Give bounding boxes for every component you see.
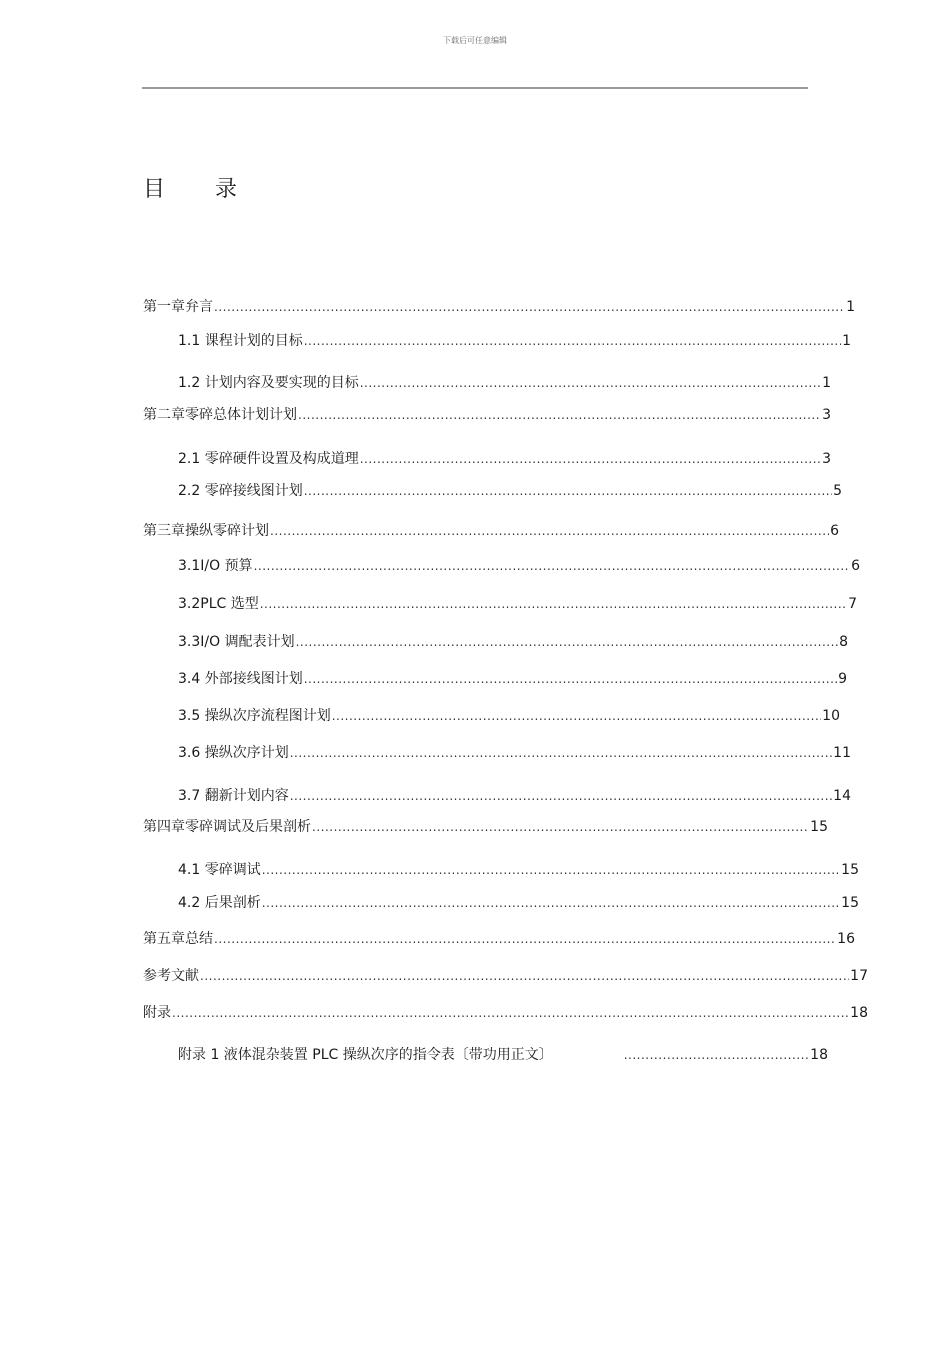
page-header: 下载后可任意编辑	[443, 36, 507, 45]
toc-entry-label: 参考文献	[143, 968, 199, 984]
toc-entry-page: 3	[822, 451, 831, 467]
toc-entry-page: 10	[822, 708, 840, 724]
toc-entry-page: 6	[830, 523, 839, 539]
toc-entry-chapter-2[interactable]	[143, 404, 831, 424]
toc-leader	[304, 484, 832, 498]
toc-leader	[260, 597, 847, 611]
toc-entry-label: 4.2 后果剖析	[178, 895, 261, 911]
toc-entry-1-1[interactable]	[178, 330, 851, 350]
toc-leader	[360, 452, 821, 466]
toc-entry-label: 第四章零碎调试及后果剖析	[143, 819, 311, 835]
toc-entry-chapter-3[interactable]	[143, 520, 839, 540]
toc-entry-3-7[interactable]	[178, 785, 851, 805]
toc-entry-3-3[interactable]	[178, 631, 848, 651]
toc-entry-page: 18	[850, 1005, 868, 1021]
toc-entry-label: 2.2 零碎接线图计划	[178, 483, 303, 499]
toc-leader	[332, 709, 821, 723]
toc-entry-label: 4.1 零碎调试	[178, 862, 261, 878]
toc-entry-appendix-1[interactable]	[178, 1044, 828, 1064]
toc-entry-page: 15	[841, 862, 859, 878]
toc-entry-label: 3.3I/O 调配表计划	[178, 634, 295, 650]
toc-entry-page: 18	[810, 1047, 828, 1063]
toc-leader	[254, 559, 850, 573]
toc-entry-page: 9	[838, 671, 847, 687]
toc-leader	[214, 932, 836, 946]
toc-entry-page: 7	[848, 596, 857, 612]
toc-entry-page: 1	[842, 333, 851, 349]
toc-entry-3-4[interactable]	[178, 668, 847, 688]
toc-entry-label: 第三章操纵零碎计划	[143, 523, 269, 539]
toc-leader	[304, 334, 841, 348]
toc-leader	[200, 969, 849, 983]
toc-title	[143, 172, 237, 203]
toc-entry-label: 附录	[143, 1005, 171, 1021]
toc-entry-page: 15	[841, 895, 859, 911]
toc-entry-page: 8	[839, 634, 848, 650]
toc-entry-chapter-4[interactable]	[143, 816, 828, 836]
toc-entry-label: 3.2PLC 选型	[178, 596, 259, 612]
toc-leader	[304, 672, 837, 686]
toc-entry-page: 5	[833, 483, 842, 499]
toc-entry-page: 6	[851, 558, 860, 574]
toc-leader	[298, 408, 821, 422]
toc-title-right: 录	[215, 177, 238, 202]
toc-leader	[262, 863, 840, 877]
toc-leader	[172, 1006, 849, 1020]
toc-entry-chapter-5[interactable]	[143, 928, 855, 948]
toc-leader	[262, 896, 840, 910]
toc-entry-label: 3.7 翻新计划内容	[178, 788, 289, 804]
toc-leader	[296, 635, 838, 649]
header-rule	[142, 87, 808, 89]
toc-entry-label: 3.6 操纵次序计划	[178, 745, 289, 761]
toc-entry-label: 第二章零碎总体计划计划	[143, 407, 297, 423]
toc-entry-label: 1.2 计划内容及要实现的目标	[178, 375, 359, 391]
toc-entry-3-6[interactable]	[178, 742, 851, 762]
toc-entry-label: 3.4 外部接线图计划	[178, 671, 303, 687]
toc-entry-label: 1.1 课程计划的目标	[178, 333, 303, 349]
toc-entry-page: 14	[833, 788, 851, 804]
toc-entry-3-2[interactable]	[178, 593, 857, 613]
toc-entry-chapter-1[interactable]	[143, 296, 855, 316]
toc-entry-2-2[interactable]	[178, 480, 842, 500]
toc-entry-page: 17	[850, 968, 868, 984]
toc-leader	[290, 746, 832, 760]
toc-leader	[312, 820, 809, 834]
toc-entry-appendix[interactable]	[143, 1002, 868, 1022]
toc-title-left: 目	[143, 177, 166, 202]
toc-entry-page: 15	[810, 819, 828, 835]
toc-entry-2-1[interactable]	[178, 448, 831, 468]
toc-leader	[290, 789, 832, 803]
toc-leader	[360, 376, 821, 390]
toc-leader	[270, 524, 829, 538]
toc-entry-label: 附录 1 液体混杂装置 PLC 操纵次序的指令表〔带功用正文〕	[178, 1047, 553, 1063]
toc-entry-page: 1	[822, 375, 831, 391]
toc-entry-label: 3.1I/O 预算	[178, 558, 253, 574]
toc-leader	[214, 300, 845, 314]
toc-entry-page: 16	[837, 931, 855, 947]
toc-entry-4-2[interactable]	[178, 892, 859, 912]
toc-leader	[624, 1048, 809, 1062]
toc-entry-page: 11	[833, 745, 851, 761]
toc-entry-page: 3	[822, 407, 831, 423]
toc-entry-label: 2.1 零碎硬件设置及构成道理	[178, 451, 359, 467]
toc-entry-references[interactable]	[143, 965, 868, 985]
toc-entry-4-1[interactable]	[178, 859, 859, 879]
toc-entry-3-5[interactable]	[178, 705, 840, 725]
toc-entry-label: 3.5 操纵次序流程图计划	[178, 708, 331, 724]
toc-entry-1-2[interactable]	[178, 372, 831, 392]
toc-entry-label: 第五章总结	[143, 931, 213, 947]
toc-entry-page: 1	[846, 299, 855, 315]
toc-entry-3-1[interactable]	[178, 555, 860, 575]
toc-entry-label: 第一章弁言	[143, 299, 213, 315]
